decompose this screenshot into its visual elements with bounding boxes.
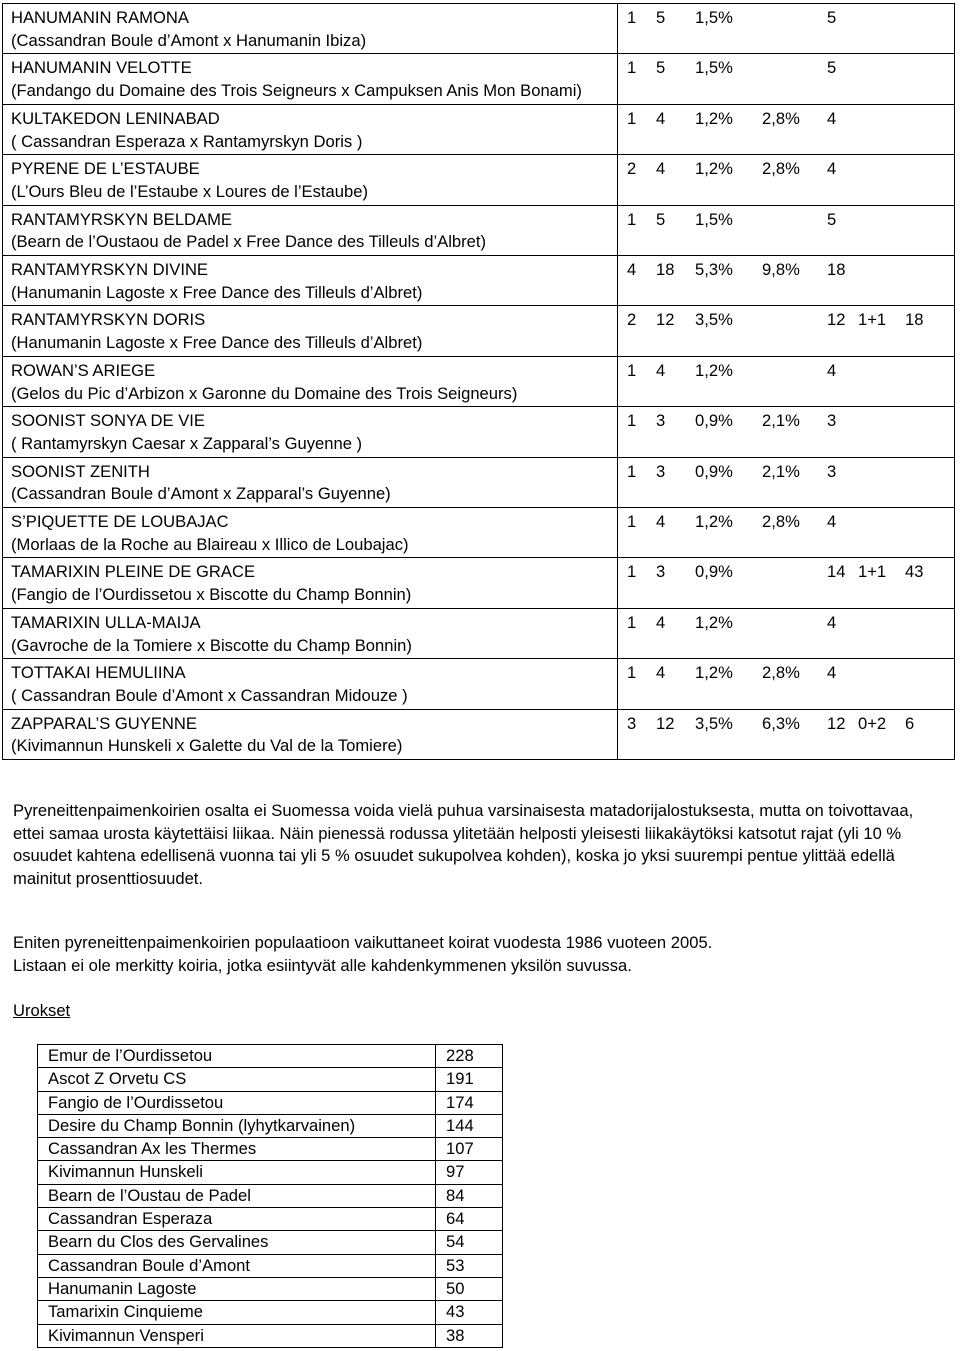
sire-name: Hanumanin Lagoste: [38, 1277, 436, 1300]
dog-stat-value: 2: [627, 310, 637, 330]
dog-parents: (Kivimannun Hunskeli x Galette du Val de la Tomiere): [11, 736, 403, 756]
dog-stat-value: 1: [627, 411, 637, 431]
dog-stat-value: 4: [827, 159, 837, 179]
dog-stats-cell: [618, 4, 955, 54]
dog-stat-value: 1: [627, 108, 637, 128]
dog-stat-value: 1: [627, 58, 637, 78]
dog-stats-cell: [618, 407, 955, 457]
dog-stats-cell: [618, 558, 955, 608]
dog-stat-value: 2,1%: [762, 411, 800, 431]
overuse-paragraph: [13, 800, 943, 890]
overuse-paragraph-text: Pyreneittenpaimenkoirien osalta ei Suomessa voida vielä puhua varsinaisesta matadorijalostuksesta, mutta on toivottavaa, ettei samaa urosta käytettäisi liikaa. Näin pienessä rodussa ylitetään helposti yleisesti liikakäytöksi katsotut rajat (yli 10 % osuudet kahtena edellisenä vuonna tai yli 5 % osuudet sukupolvea kohden), koska jo yksi suurempi pentue ylittää edellä mainitut prosenttiosuudet.: [13, 801, 914, 888]
sire-name: Cassandran Esperaza: [38, 1208, 436, 1231]
sire-count: 174: [436, 1091, 503, 1114]
sire-name: Bearn du Clos des Gervalines: [38, 1231, 436, 1254]
dog-stat-value: 12: [827, 310, 846, 330]
dog-stat-value: 4: [827, 108, 837, 128]
dog-stat-value: 2,8%: [762, 108, 800, 128]
dog-stat-value: 4: [656, 159, 666, 179]
dog-stat-value: 1: [627, 663, 637, 683]
dog-stat-value: 14: [827, 562, 846, 582]
dog-stat-value: 1: [627, 461, 637, 481]
dog-name: SOONIST SONYA DE VIE: [11, 411, 205, 431]
dog-stat-value: 3: [827, 411, 837, 431]
dog-stats-cell: [618, 205, 955, 255]
sire-count: 43: [436, 1301, 503, 1324]
dog-stat-value: 4: [827, 612, 837, 632]
dog-name: S’PIQUETTE DE LOUBAJAC: [11, 512, 229, 532]
dog-parents: (L’Ours Bleu de l’Estaube x Loures de l’Estaube): [11, 181, 368, 201]
dog-stat-value: 1+1: [858, 562, 887, 582]
dog-stat-value: 4: [656, 663, 666, 683]
dog-cell: [3, 104, 618, 154]
dog-stat-value: 12: [827, 713, 846, 733]
population-intro-line-1: Eniten pyreneittenpaimenkoirien populaatioon vaikuttaneet koirat vuodesta 1986 vuoteen 2005.: [13, 933, 713, 952]
dog-stat-value: 3,5%: [695, 310, 733, 330]
dog-cell: [3, 508, 618, 558]
dog-name: TOTTAKAI HEMULIINA: [11, 663, 186, 683]
dog-stat-value: 0,9%: [695, 562, 733, 582]
dog-parents: (Gelos du Pic d’Arbizon x Garonne du Domaine des Trois Seigneurs): [11, 383, 518, 403]
dog-stat-value: 3: [827, 461, 837, 481]
dog-row: [3, 54, 955, 104]
dog-stat-value: 12: [656, 310, 675, 330]
sire-count: 53: [436, 1254, 503, 1277]
sire-row: [38, 1277, 503, 1300]
dog-stat-value: 2,8%: [762, 159, 800, 179]
dog-stat-value: 18: [656, 260, 675, 280]
dog-cell: [3, 356, 618, 406]
dog-stat-value: 1: [627, 209, 637, 229]
dog-stat-value: 5: [827, 209, 837, 229]
dog-row: [3, 508, 955, 558]
dog-name: RANTAMYRSKYN DORIS: [11, 310, 206, 330]
sire-row: [38, 1208, 503, 1231]
dog-stat-value: 1: [627, 360, 637, 380]
sire-count: 107: [436, 1138, 503, 1161]
dog-parents: ( Rantamyrskyn Caesar x Zapparal’s Guyenne ): [11, 433, 363, 453]
dog-stat-value: 1,5%: [695, 58, 733, 78]
sire-count: 38: [436, 1324, 503, 1347]
dog-stat-value: 3: [656, 562, 666, 582]
dog-parents: (Gavroche de la Tomiere x Biscotte du Champ Bonnin): [11, 635, 412, 655]
dog-row: [3, 558, 955, 608]
dog-stat-value: 0+2: [858, 713, 887, 733]
dog-name: RANTAMYRSKYN BELDAME: [11, 209, 232, 229]
sire-row: [38, 1091, 503, 1114]
sire-count: 50: [436, 1277, 503, 1300]
dog-stats-cell: [618, 709, 955, 759]
section-heading-males: Urokset: [13, 1001, 71, 1020]
dog-cell: [3, 4, 618, 54]
sire-count: 84: [436, 1184, 503, 1207]
dog-stat-value: 4: [656, 108, 666, 128]
dog-cell: [3, 659, 618, 709]
dog-stat-value: 4: [827, 512, 837, 532]
dog-stat-value: 6: [905, 713, 915, 733]
sire-count: 228: [436, 1045, 503, 1068]
dog-stats-cell: [618, 457, 955, 507]
dog-stat-value: 1,2%: [695, 612, 733, 632]
dog-cell: [3, 256, 618, 306]
dog-stat-value: 12: [656, 713, 675, 733]
dog-row: [3, 256, 955, 306]
sire-row: [38, 1045, 503, 1068]
dog-stat-value: 2: [627, 159, 637, 179]
dog-stat-value: 1,2%: [695, 108, 733, 128]
dog-stat-value: 1,5%: [695, 209, 733, 229]
dog-cell: [3, 558, 618, 608]
population-intro-line-2: Listaan ei ole merkitty koiria, jotka esiintyvät alle kahdenkymmenen yksilön suvussa.: [13, 955, 632, 975]
dog-stat-value: 3,5%: [695, 713, 733, 733]
sire-row: [38, 1068, 503, 1091]
dog-stat-value: 1,2%: [695, 360, 733, 380]
dog-parents: (Cassandran Boule d’Amont x Zapparal’s Guyenne): [11, 484, 391, 504]
population-intro: [13, 932, 943, 977]
dog-stat-value: 3: [656, 411, 666, 431]
dog-name: PYRENE DE L’ESTAUBE: [11, 159, 200, 179]
sire-row: [38, 1114, 503, 1137]
dog-name: ROWAN’S ARIEGE: [11, 360, 156, 380]
sire-name: Kivimannun Hunskeli: [38, 1161, 436, 1184]
dog-stat-value: 4: [827, 663, 837, 683]
dog-stat-value: 9,8%: [762, 260, 800, 280]
dog-row: [3, 205, 955, 255]
dog-row: [3, 155, 955, 205]
sire-name: Emur de l’Ourdissetou: [38, 1045, 436, 1068]
dog-name: TAMARIXIN ULLA-MAIJA: [11, 612, 201, 632]
dog-cell: [3, 155, 618, 205]
dog-parents: (Bearn de l’Oustaou de Padel x Free Dance des Tilleuls d’Albret): [11, 232, 487, 252]
dog-stat-value: 18: [827, 260, 846, 280]
sire-name: Desire du Champ Bonnin (lyhytkarvainen): [38, 1114, 436, 1137]
dog-row: [3, 457, 955, 507]
sire-name: Fangio de l’Ourdissetou: [38, 1091, 436, 1114]
dog-stat-value: 2,8%: [762, 663, 800, 683]
sire-count: 144: [436, 1114, 503, 1137]
dog-name: KULTAKEDON LENINABAD: [11, 108, 220, 128]
sire-row: [38, 1254, 503, 1277]
dog-cell: [3, 306, 618, 356]
dog-parents: ( Cassandran Boule d’Amont x Cassandran Midouze ): [11, 685, 408, 705]
dog-stats-cell: [618, 356, 955, 406]
dog-name: HANUMANIN VELOTTE: [11, 58, 192, 78]
dog-name: ZAPPARAL’S GUYENNE: [11, 713, 197, 733]
sire-count: 54: [436, 1231, 503, 1254]
dog-stat-value: 5: [827, 8, 837, 27]
dog-name: SOONIST ZENITH: [11, 461, 150, 481]
dog-stats-cell: [618, 256, 955, 306]
dog-parents: (Hanumanin Lagoste x Free Dance des Tilleuls d’Albret): [11, 282, 423, 302]
dog-stat-value: 1: [627, 512, 637, 532]
dog-row: [3, 104, 955, 154]
dog-stat-value: 5: [827, 58, 837, 78]
dog-stat-value: 18: [905, 310, 924, 330]
dog-stat-value: 1: [627, 612, 637, 632]
dog-stat-value: 4: [656, 512, 666, 532]
dog-stat-value: 43: [905, 562, 924, 582]
sire-row: [38, 1324, 503, 1347]
dog-parents: (Fandango du Domaine des Trois Seigneurs x Campuksen Anis Mon Bonami): [11, 81, 582, 101]
dog-stat-value: 0,9%: [695, 461, 733, 481]
dog-row: [3, 659, 955, 709]
dog-stat-value: 1: [627, 562, 637, 582]
dog-row: [3, 356, 955, 406]
dog-stat-value: 1,2%: [695, 159, 733, 179]
dog-cell: [3, 608, 618, 658]
dog-parents: (Hanumanin Lagoste x Free Dance des Tilleuls d’Albret): [11, 333, 423, 353]
dog-stat-value: 5,3%: [695, 260, 733, 280]
sire-name: Ascot Z Orvetu CS: [38, 1068, 436, 1091]
dog-statistics-table: [2, 3, 955, 760]
dog-stats-cell: [618, 508, 955, 558]
dog-stat-value: 4: [656, 360, 666, 380]
dog-stat-value: 1,5%: [695, 8, 733, 27]
sire-row: [38, 1301, 503, 1324]
dog-stat-value: 0,9%: [695, 411, 733, 431]
dog-stat-value: 4: [627, 260, 637, 280]
sire-count: 191: [436, 1068, 503, 1091]
dog-row: [3, 4, 955, 54]
sire-name: Cassandran Ax les Thermes: [38, 1138, 436, 1161]
dog-stat-value: 1+1: [858, 310, 887, 330]
dog-row: [3, 608, 955, 658]
sire-count: 64: [436, 1208, 503, 1231]
dog-name: HANUMANIN RAMONA: [11, 8, 189, 27]
dog-stat-value: 5: [656, 209, 666, 229]
dog-stat-value: 3: [656, 461, 666, 481]
dog-parents: (Fangio de l’Ourdissetou x Biscotte du Champ Bonnin): [11, 585, 412, 605]
sire-count: 97: [436, 1161, 503, 1184]
dog-stat-value: 2,1%: [762, 461, 800, 481]
sire-name: Bearn de l’Oustau de Padel: [38, 1184, 436, 1207]
dog-parents: (Cassandran Boule d’Amont x Hanumanin Ibiza): [11, 30, 367, 50]
sire-name: Cassandran Boule d’Amont: [38, 1254, 436, 1277]
sire-row: [38, 1231, 503, 1254]
dog-stats-cell: [618, 104, 955, 154]
dog-parents: (Morlaas de la Roche au Blaireau x Illico de Loubajac): [11, 534, 409, 554]
sire-name: Kivimannun Vensperi: [38, 1324, 436, 1347]
dog-name: RANTAMYRSKYN DIVINE: [11, 260, 209, 280]
dog-cell: [3, 407, 618, 457]
dog-stat-value: 1,2%: [695, 512, 733, 532]
dog-row: [3, 306, 955, 356]
dog-stats-cell: [618, 306, 955, 356]
dog-stats-cell: [618, 54, 955, 104]
sire-name: Tamarixin Cinquieme: [38, 1301, 436, 1324]
dog-cell: [3, 205, 618, 255]
dog-cell: [3, 54, 618, 104]
dog-parents: ( Cassandran Esperaza x Rantamyrskyn Doris ): [11, 131, 363, 151]
dog-stat-value: 1,2%: [695, 663, 733, 683]
dog-stat-value: 5: [656, 58, 666, 78]
dog-stat-value: 3: [627, 713, 637, 733]
sire-row: [38, 1161, 503, 1184]
dog-name: TAMARIXIN PLEINE DE GRACE: [11, 562, 256, 582]
sire-row: [38, 1138, 503, 1161]
dog-cell: [3, 709, 618, 759]
sires-table-body: [38, 1045, 503, 1348]
dog-row: [3, 407, 955, 457]
dog-stats-cell: [618, 155, 955, 205]
dog-row: [3, 709, 955, 759]
dog-stats-cell: [618, 659, 955, 709]
dog-stat-value: 5: [656, 8, 666, 27]
dog-stat-value: 1: [627, 8, 637, 27]
dog-cell: [3, 457, 618, 507]
sires-table: [37, 1044, 503, 1348]
dog-stat-value: 2,8%: [762, 512, 800, 532]
dog-stat-value: 4: [656, 612, 666, 632]
sire-row: [38, 1184, 503, 1207]
dog-statistics-body: [3, 4, 955, 760]
dog-stat-value: 4: [827, 360, 837, 380]
dog-stats-cell: [618, 608, 955, 658]
dog-stat-value: 6,3%: [762, 713, 800, 733]
